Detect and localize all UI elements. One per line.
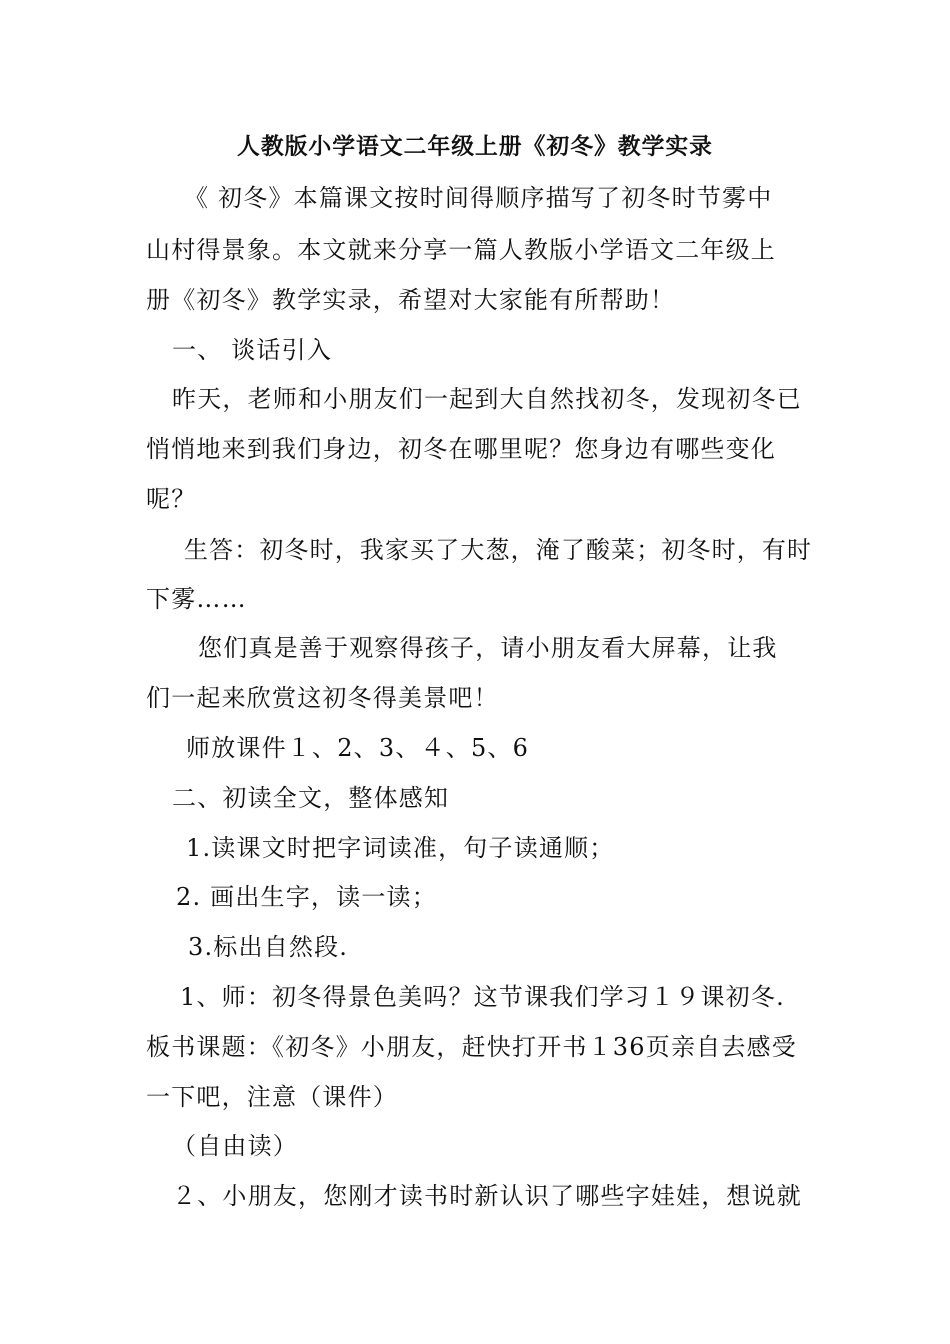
paragraph-line: 昨天，老师和小朋友们一起到大自然找初冬，发现初冬已 <box>172 385 802 413</box>
paragraph-line: 悄悄地来到我们身边，初冬在哪里呢？您身边有哪些变化 <box>146 435 776 463</box>
paragraph-line: 呢？ <box>146 485 197 513</box>
section-heading: 二、初读全文，整体感知 <box>172 784 450 812</box>
section-heading: 一、 谈话引入 <box>172 336 333 364</box>
list-item: 3.标出自然段. <box>188 933 349 961</box>
paragraph-line: 师放课件１、2、3、４、5、6 <box>186 734 530 762</box>
paragraph-line: 《 初冬》本篇课文按时间得顺序描写了初冬时节雾中 <box>184 184 773 212</box>
paragraph-line: 您们真是善于观察得孩子，请小朋友看大屏幕，让我 <box>198 634 778 662</box>
paragraph-line: ２、小朋友，您刚才读书时新认识了哪些字娃娃，想说就 <box>172 1182 802 1210</box>
paragraph-line: 册《初冬》教学实录，希望对大家能有所帮助！ <box>146 286 676 314</box>
paragraph-line: 山村得景象。本文就来分享一篇人教版小学语文二年级上 <box>146 236 776 264</box>
paragraph-line: 生答：初冬时，我家买了大葱，淹了酸菜；初冬时，有时 <box>184 536 813 564</box>
list-item: 2. 画出生字，读一读； <box>176 883 437 911</box>
paragraph-line: （自由读） <box>172 1132 298 1160</box>
paragraph-line: 下雾…… <box>146 585 247 613</box>
document-title: 人教版小学语文二年级上册《初冬》教学实录 <box>237 134 713 160</box>
paragraph-line: 们一起来欣赏这初冬得美景吧！ <box>146 684 499 712</box>
paragraph-line: 1、师：初冬得景色美吗？这节课我们学习１９课初冬. <box>180 983 785 1011</box>
paragraph-line: 板书课题：《初冬》小朋友，赶快打开书１36页亲自去感受 <box>146 1033 797 1061</box>
paragraph-line: 一下吧，注意（课件） <box>146 1083 398 1111</box>
list-item: 1.读课文时把字词读准，句子读通顺； <box>186 834 615 862</box>
